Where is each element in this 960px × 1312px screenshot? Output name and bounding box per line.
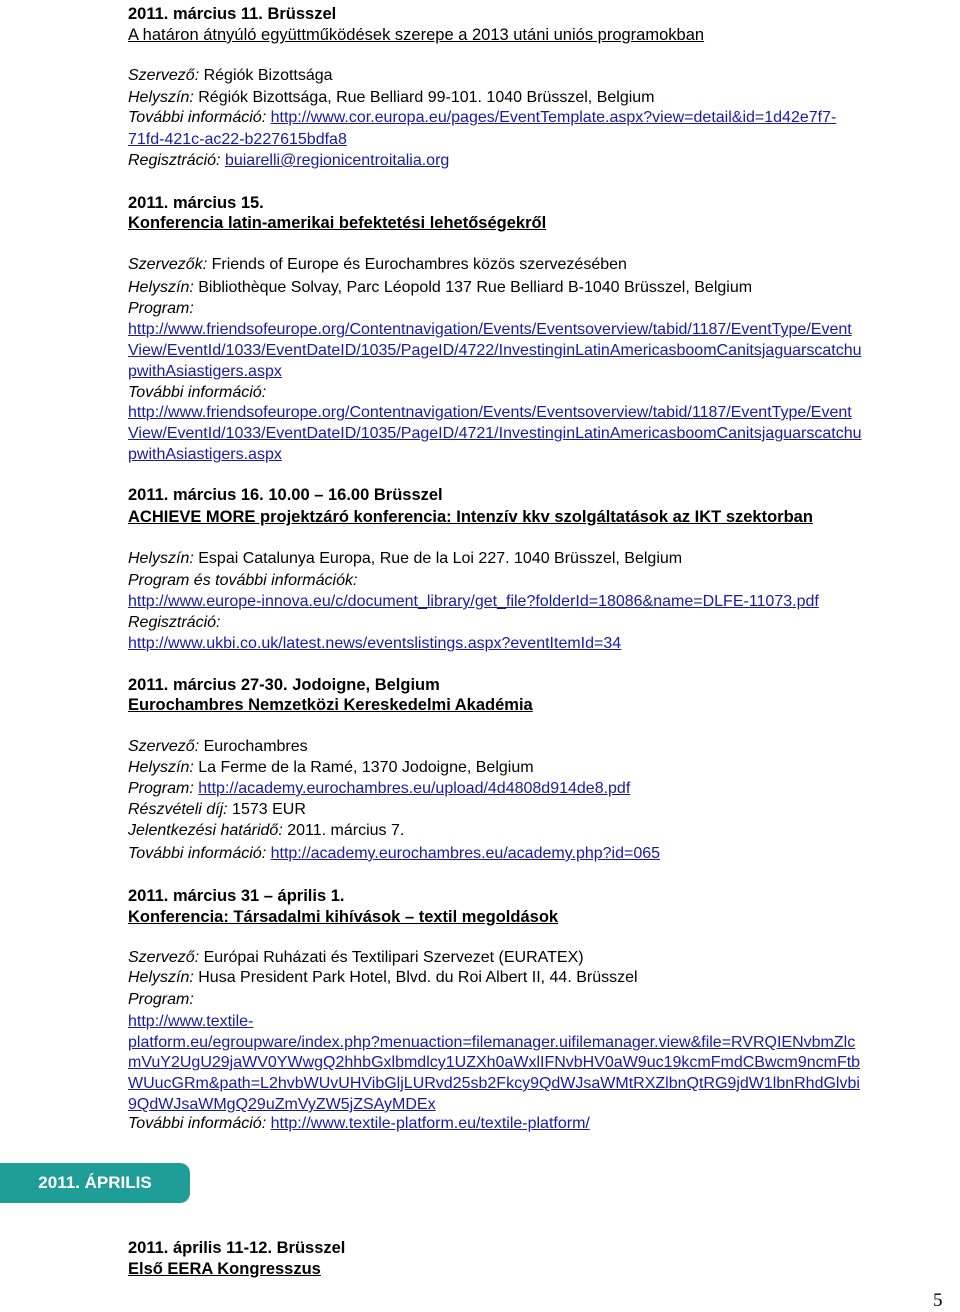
event-info-cont: [128, 130, 347, 150]
event-location: Helyszín: Espai Catalunya Europa, Rue de la Loi 227. 1040 Brüsszel, Belgium: [128, 550, 683, 567]
info-link: http://www.friendsofeurope.org/Contentnavigation/Events/Eventsoverview/tabid/1187/EventType/Event: [128, 404, 852, 421]
month-badge: 2011. ÁPRILIS: [0, 1163, 190, 1203]
event-location: Helyszín: Bibliothèque Solvay, Parc Léopold 137 Rue Belliard B-1040 Brüsszel, Belgium: [128, 279, 753, 296]
event-title: Első EERA Kongresszus: [128, 1260, 321, 1278]
event-program-label: Program és további információk:: [128, 572, 358, 589]
event-date: 2011. április 11-12. Brüsszel: [128, 1239, 346, 1257]
event-title: Eurochambres Nemzetközi Kereskedelmi Akadémia: [128, 696, 533, 714]
info-link: View/EventId/1033/EventDateID/1035/PageID/4721/InvestinginLatinAmericasboomCanitsjaguarscatchu: [128, 425, 862, 442]
event-location: Helyszín: Husa President Park Hotel, Blvd. du Roi Albert II, 44. Brüsszel: [128, 969, 638, 986]
info-link[interactable]: http://www.textile-platform.eu/textile-platform/: [270, 1115, 590, 1132]
program-link: http://www.europe-innova.eu/c/document_library/get_file?folderId=18086&name=DLFE-11073.pdf: [128, 593, 819, 610]
program-link: platform.eu/egroupware/index.php?menuaction=filemanager.uifilemanager.view&file=RVRQIENvbmZlc: [128, 1034, 856, 1051]
event-organizer: Szervező: Régiók Bizottsága: [128, 67, 333, 84]
event-title: A határon átnyúló együttműködések szerepe a 2013 utáni uniós programokban: [128, 26, 705, 44]
info-link[interactable]: http://academy.eurochambres.eu/academy.php?id=065: [270, 845, 661, 862]
event-date: 2011. március 27-30. Jodoigne, Belgium: [128, 676, 440, 694]
event-program-label: Program:: [128, 991, 194, 1008]
event-date: 2011. március 11. Brüsszel: [128, 5, 337, 23]
program-link: WUucGRm&path=L2hvbWUvUHVibGljLURvd25sb2Fkcy9QdWJsaWMtRXZlbnQtRG9jdW1lbnRhdGlvbi: [128, 1075, 860, 1092]
event-title: Konferencia latin-amerikai befektetési lehetőségekről: [128, 214, 547, 232]
program-link: http://www.textile-: [128, 1013, 254, 1030]
event-info: További információ: http://academy.eurochambres.eu/academy.php?id=065: [128, 845, 661, 862]
event-date: 2011. március 31 – április 1.: [128, 887, 345, 905]
event-deadline: Jelentkezési határidő: 2011. március 7.: [128, 822, 405, 839]
event-fee: Részvételi díj: 1573 EUR: [128, 801, 306, 818]
info-link[interactable]: 71fd-421c-ac22-b227615bdfa8: [128, 131, 347, 148]
program-link: pwithAsiastigers.aspx: [128, 363, 282, 380]
event-program-label: Program:: [128, 300, 194, 317]
page-number: 5: [933, 1290, 943, 1311]
info-link[interactable]: http://www.cor.europa.eu/pages/EventTemplate.aspx?view=detail&id=1d42e7f7-: [270, 109, 837, 126]
program-link: View/EventId/1033/EventDateID/1035/PageID/4722/InvestinginLatinAmericasboomCanitsjaguarscatchu: [128, 342, 862, 359]
event-title: ACHIEVE MORE projektzáró konferencia: Intenzív kkv szolgáltatások az IKT szektorban: [128, 508, 813, 526]
event-date: 2011. március 15.: [128, 194, 264, 212]
event-info: További információ: http://www.cor.europa.eu/pages/EventTemplate.aspx?view=detail&id=1d42e7f7-: [128, 109, 837, 126]
program-link[interactable]: http://academy.eurochambres.eu/upload/4d4808d914de8.pdf: [198, 780, 631, 797]
registration-link: http://www.ukbi.co.uk/latest.news/eventslistings.aspx?eventItemId=34: [128, 635, 622, 652]
info-link: pwithAsiastigers.aspx: [128, 446, 282, 463]
event-organizer: Szervező: Európai Ruházati és Textilipari Szervezet (EURATEX): [128, 949, 584, 966]
event-organizer: Szervező: Eurochambres: [128, 738, 308, 755]
event-program: Program: http://academy.eurochambres.eu/upload/4d4808d914de8.pdf: [128, 780, 631, 797]
event-info-label: További információ:: [128, 384, 267, 401]
event-info: További információ: http://www.textile-platform.eu/textile-platform/: [128, 1115, 590, 1132]
event-organizer: Szervezők: Friends of Europe és Eurochambres közös szervezésében: [128, 256, 627, 273]
program-link: http://www.friendsofeurope.org/Contentnavigation/Events/Eventsoverview/tabid/1187/EventType/Event: [128, 321, 852, 338]
event-location: Helyszín: Régiók Bizottsága, Rue Belliard 99-101. 1040 Brüsszel, Belgium: [128, 89, 655, 106]
program-link: 9QdWJsaWMgQ29uZmVyZW5jZSAyMDEx: [128, 1096, 436, 1113]
event-registration: Regisztráció: buiarelli@regionicentroitalia.org: [128, 152, 450, 169]
event-date: 2011. március 16. 10.00 – 16.00 Brüsszel: [128, 486, 443, 504]
event-title: Konferencia: Társadalmi kihívások – textil megoldások: [128, 908, 559, 926]
event-registration-label: Regisztráció:: [128, 614, 221, 631]
registration-link[interactable]: buiarelli@regionicentroitalia.org: [224, 152, 450, 169]
program-link: mVuY2UgU29jaWV0YWwgQ2hhbGxlbmdlcy1UZXh0aWxlIFNvbHV0aW9uc19kcmFmdCBwcm9ncmFtb: [128, 1054, 861, 1071]
event-location: Helyszín: La Ferme de la Ramé, 1370 Jodoigne, Belgium: [128, 759, 534, 776]
